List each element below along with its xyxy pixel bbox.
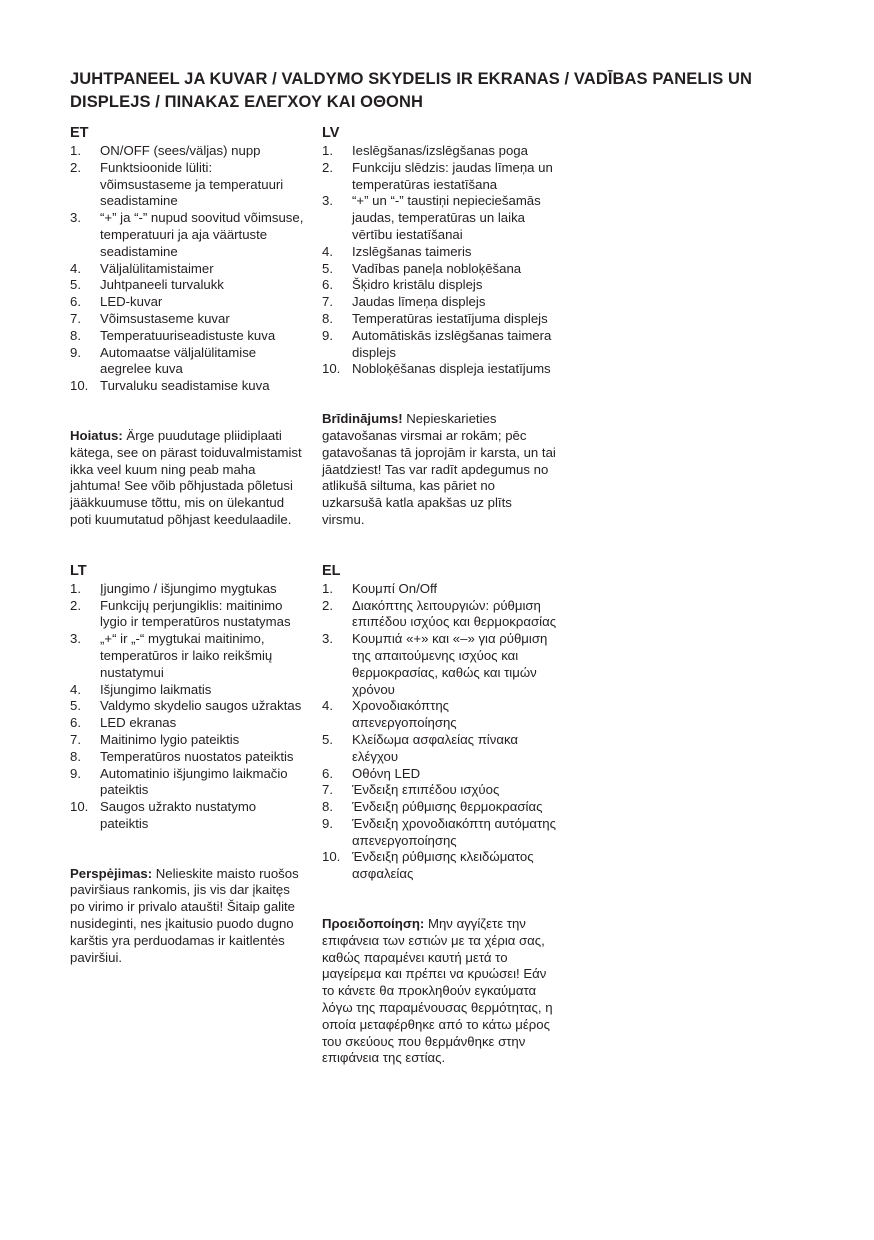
list-item <box>70 715 305 732</box>
list-item-number: 10. <box>70 799 89 815</box>
list-item-number: 5. <box>70 698 81 714</box>
section-lv-warning <box>322 411 557 529</box>
list-item-text: Maitinimo lygio pateiktis <box>100 731 240 747</box>
list-item-text: Väljalülitamistaimer <box>100 260 214 276</box>
list-item-number: 7. <box>70 310 81 326</box>
list-item-text: Automātiskās izslēgšanas taimera displejs <box>352 327 552 360</box>
list-item-text: Διακόπτης λειτουργιών: ρύθμιση επιπέδου ισχύος και θερμοκρασίας <box>352 597 557 630</box>
list-item-text: Funkcijų perjungiklis: maitinimo lygio ir temperatūros nustatymas <box>100 597 291 630</box>
section-et-heading: ET <box>70 125 89 141</box>
list-item-number: 8. <box>70 748 81 764</box>
list-item-number: 8. <box>322 310 333 326</box>
warning-text: Nelieskite maisto ruošos paviršiaus rankomis, jis vis dar įkaitęs po virimo ir privalo ataušti! Šitaip galite nusideginti, nes įkaitusio puodo dugno karštis yra perduodamas ir kaitlentės paviršiui. <box>70 865 299 965</box>
section-lt-heading: LT <box>70 562 87 579</box>
list-item <box>322 294 557 311</box>
list-item-number: 2. <box>70 159 81 175</box>
list-item-number: 2. <box>322 159 333 175</box>
list-item <box>70 581 305 598</box>
list-item-text: Ένδειξη ρύθμισης θερμοκρασίας <box>352 799 543 815</box>
list-item <box>70 682 305 699</box>
list-item <box>322 766 557 783</box>
list-item <box>322 631 557 698</box>
list-item-number: 3. <box>70 210 81 226</box>
list-item-number: 6. <box>70 294 81 310</box>
list-item-number: 7. <box>322 294 333 310</box>
section-lt-warning <box>70 866 305 967</box>
warning-text: Ärge puudutage pliidiplaati kätega, see on pärast toiduvalmistamist ikka veel kuum ning peab maha jahtuma! See võib põhjustada põletusi jääkkuumuse tõttu, mis on ülekantud poti kuumutatud põhjast keedulaadile. <box>70 427 302 527</box>
list-item-text: Įjungimo / išjungimo mygtukas <box>100 580 277 596</box>
section-et-list <box>70 143 305 395</box>
warning-text: Nepieskarieties gatavošanas virsmai ar rokām; pēc gatavošanas tā joprojām ir karsta, un tai jāatdziest! Tas var radīt apdegumus no atlikušā siltuma, kas pāriet no uzkarsušā katla apakšas uz plīts virsmu. <box>322 411 556 527</box>
list-item-number: 7. <box>70 731 81 747</box>
section-lt <box>70 562 305 967</box>
warning-text: Μην αγγίζετε την επιφάνεια των εστιών με τα χέρια σας, καθώς παραμένει καυτή μετά το μαγείρεμα και πρέπει να κρυώσει! Εάν το κάνετε θα προκληθούν εγκαύματα λόγω της παραμένουσας θερμότητας, η οποία μεταφέρθηκε από το κάτω μέρος του σκεύους που θερμάνθηκε στην επιφάνεια της εστίας. <box>322 916 553 1066</box>
list-item <box>322 816 557 850</box>
list-item-number: 6. <box>322 277 333 293</box>
section-lv-heading: LV <box>322 125 340 141</box>
list-item-text: Funkciju slēdzis: jaudas līmeņa un temperatūras iestatīšana <box>352 159 553 192</box>
list-item-number: 4. <box>70 681 81 697</box>
list-item-number: 5. <box>70 277 81 293</box>
list-item <box>70 160 305 210</box>
list-item-number: 3. <box>70 631 81 647</box>
list-item-text: Κουμπί On/Off <box>352 580 438 596</box>
list-item <box>322 143 557 160</box>
list-item-number: 7. <box>322 782 333 798</box>
list-item <box>70 378 305 395</box>
list-item-text: Išjungimo laikmatis <box>100 681 212 697</box>
list-item-text: Funktsioonide lüliti: võimsustaseme ja temperatuuri seadistamine <box>100 159 284 209</box>
list-item <box>70 277 305 294</box>
list-item-number: 4. <box>322 698 333 714</box>
list-item-number: 8. <box>70 327 81 343</box>
list-item <box>322 193 557 243</box>
list-item <box>322 598 557 632</box>
list-item <box>70 698 305 715</box>
list-item-text: „+“ ir „-“ mygtukai maitinimo, temperatūros ir laiko reikšmių nustatymui <box>100 631 273 680</box>
list-item <box>322 328 557 362</box>
list-item-number: 9. <box>70 344 81 360</box>
list-item-text: ON/OFF (sees/väljas) nupp <box>100 143 261 158</box>
list-item-text: Temperatūros nuostatos pateiktis <box>100 748 294 764</box>
list-item <box>70 294 305 311</box>
page-title: JUHTPANEEL JA KUVAR / VALDYMO SKYDELIS IR EKRANAS / VADĪBAS PANELIS UN DISPLEJS / ΠΙΝΑΚΑΣ ΕΛΕΓΧΟΥ ΚΑΙ ΟΘΟΝΗ <box>70 70 753 111</box>
section-el-list <box>322 581 557 883</box>
list-item-number: 2. <box>70 597 81 613</box>
left-column <box>70 124 305 966</box>
list-item-text: LED-kuvar <box>100 294 163 310</box>
list-item-text: Nobloķēšanas displeja iestatījums <box>352 361 551 377</box>
section-lv <box>322 124 557 529</box>
list-item-number: 5. <box>322 260 333 276</box>
warning-label: Hoiatus: <box>70 427 123 443</box>
list-item <box>70 732 305 749</box>
list-item-number: 1. <box>322 143 333 158</box>
list-item-text: “+” un “-” taustiņi nepieciešamās jaudas, temperatūras un laika vērtību iestatīšanai <box>352 193 541 242</box>
section-el-warning <box>322 916 557 1067</box>
list-item-text: Ieslēgšanas/izslēgšanas poga <box>352 143 528 158</box>
list-item-text: Κουμπιά «+» και «–» για ρύθμιση της απαιτούμενης ισχύος και θερμοκρασίας, καθώς και τιμών χρόνου <box>352 631 548 697</box>
list-item <box>70 598 305 632</box>
list-item-number: 8. <box>322 799 333 815</box>
list-item-text: Šķidro kristālu displejs <box>352 277 483 293</box>
list-item <box>70 799 305 833</box>
list-item <box>322 277 557 294</box>
list-item-number: 4. <box>70 260 81 276</box>
list-item-text: Turvaluku seadistamise kuva <box>100 378 270 394</box>
list-item <box>322 732 557 766</box>
list-item <box>322 160 557 194</box>
list-item <box>322 799 557 816</box>
list-item-text: Temperatuuriseadistuste kuva <box>100 327 276 343</box>
list-item-number: 1. <box>322 580 333 596</box>
list-item-number: 6. <box>70 715 81 731</box>
list-item-text: Automaatse väljalülitamise aegrelee kuva <box>100 344 257 377</box>
list-item <box>70 210 305 260</box>
list-item <box>322 244 557 261</box>
list-item-text: Automatinio išjungimo laikmačio pateiktis <box>100 765 288 798</box>
list-item-text: LED ekranas <box>100 715 177 731</box>
list-item-number: 10. <box>322 849 341 865</box>
list-item <box>70 311 305 328</box>
list-item-number: 4. <box>322 243 333 259</box>
list-item-text: Temperatūras iestatījuma displejs <box>352 310 548 326</box>
list-item <box>322 782 557 799</box>
section-el-heading: EL <box>322 562 341 579</box>
list-item <box>322 311 557 328</box>
list-item-text: Jaudas līmeņa displejs <box>352 294 486 310</box>
list-item-number: 10. <box>322 361 341 377</box>
list-item-number: 10. <box>70 378 89 394</box>
list-item <box>322 698 557 732</box>
list-item-text: Valdymo skydelio saugos užraktas <box>100 698 302 714</box>
list-item-text: “+” ja “-” nupud soovitud võimsuse, temperatuuri ja aja väärtuste seadistamine <box>100 210 304 259</box>
section-et-warning <box>70 428 305 529</box>
list-item <box>70 631 305 681</box>
list-item-text: Κλείδωμα ασφαλείας πίνακα ελέγχου <box>352 731 519 764</box>
list-item-number: 3. <box>322 631 333 647</box>
list-item-number: 9. <box>322 815 333 831</box>
list-item <box>70 749 305 766</box>
list-item-text: Χρονοδιακόπτης απενεργοποίησης <box>352 698 457 731</box>
list-item <box>322 261 557 278</box>
list-item-number: 3. <box>322 193 333 209</box>
list-item <box>322 581 557 598</box>
list-item-text: Saugos užrakto nustatymo pateiktis <box>100 799 257 831</box>
section-el <box>322 562 557 1068</box>
list-item-number: 5. <box>322 731 333 747</box>
section-lv-list <box>322 143 557 378</box>
list-item <box>70 143 305 160</box>
list-item <box>322 849 557 883</box>
list-item-text: Ένδειξη επιπέδου ισχύος <box>352 782 500 798</box>
list-item-text: Izslēgšanas taimeris <box>352 243 472 259</box>
list-item-number: 9. <box>70 765 81 781</box>
list-item <box>70 328 305 345</box>
warning-label: Perspėjimas: <box>70 865 153 881</box>
list-item <box>70 345 305 379</box>
list-item-number: 6. <box>322 765 333 781</box>
section-et <box>70 124 305 529</box>
list-item-text: Ένδειξη ρύθμισης κλειδώματος ασφαλείας <box>352 849 534 882</box>
list-item <box>70 261 305 278</box>
list-item-text: Οθόνη LED <box>352 765 421 781</box>
list-item-text: Võimsustaseme kuvar <box>100 310 230 326</box>
list-item-number: 2. <box>322 597 333 613</box>
list-item-text: Juhtpaneeli turvalukk <box>100 277 224 293</box>
list-item-number: 9. <box>322 327 333 343</box>
list-item-number: 1. <box>70 143 81 158</box>
list-item-text: Vadības paneļa nobloķēšana <box>352 260 522 276</box>
warning-label: Brīdinājums! <box>322 411 403 427</box>
list-item-text: Ένδειξη χρονοδιακόπτη αυτόματης απενεργοποίησης <box>352 815 556 848</box>
list-item <box>322 361 557 378</box>
warning-label: Προειδοποίηση: <box>322 916 425 932</box>
right-column <box>322 124 557 1067</box>
section-lt-list <box>70 581 305 833</box>
list-item-number: 1. <box>70 580 81 596</box>
list-item <box>70 766 305 800</box>
